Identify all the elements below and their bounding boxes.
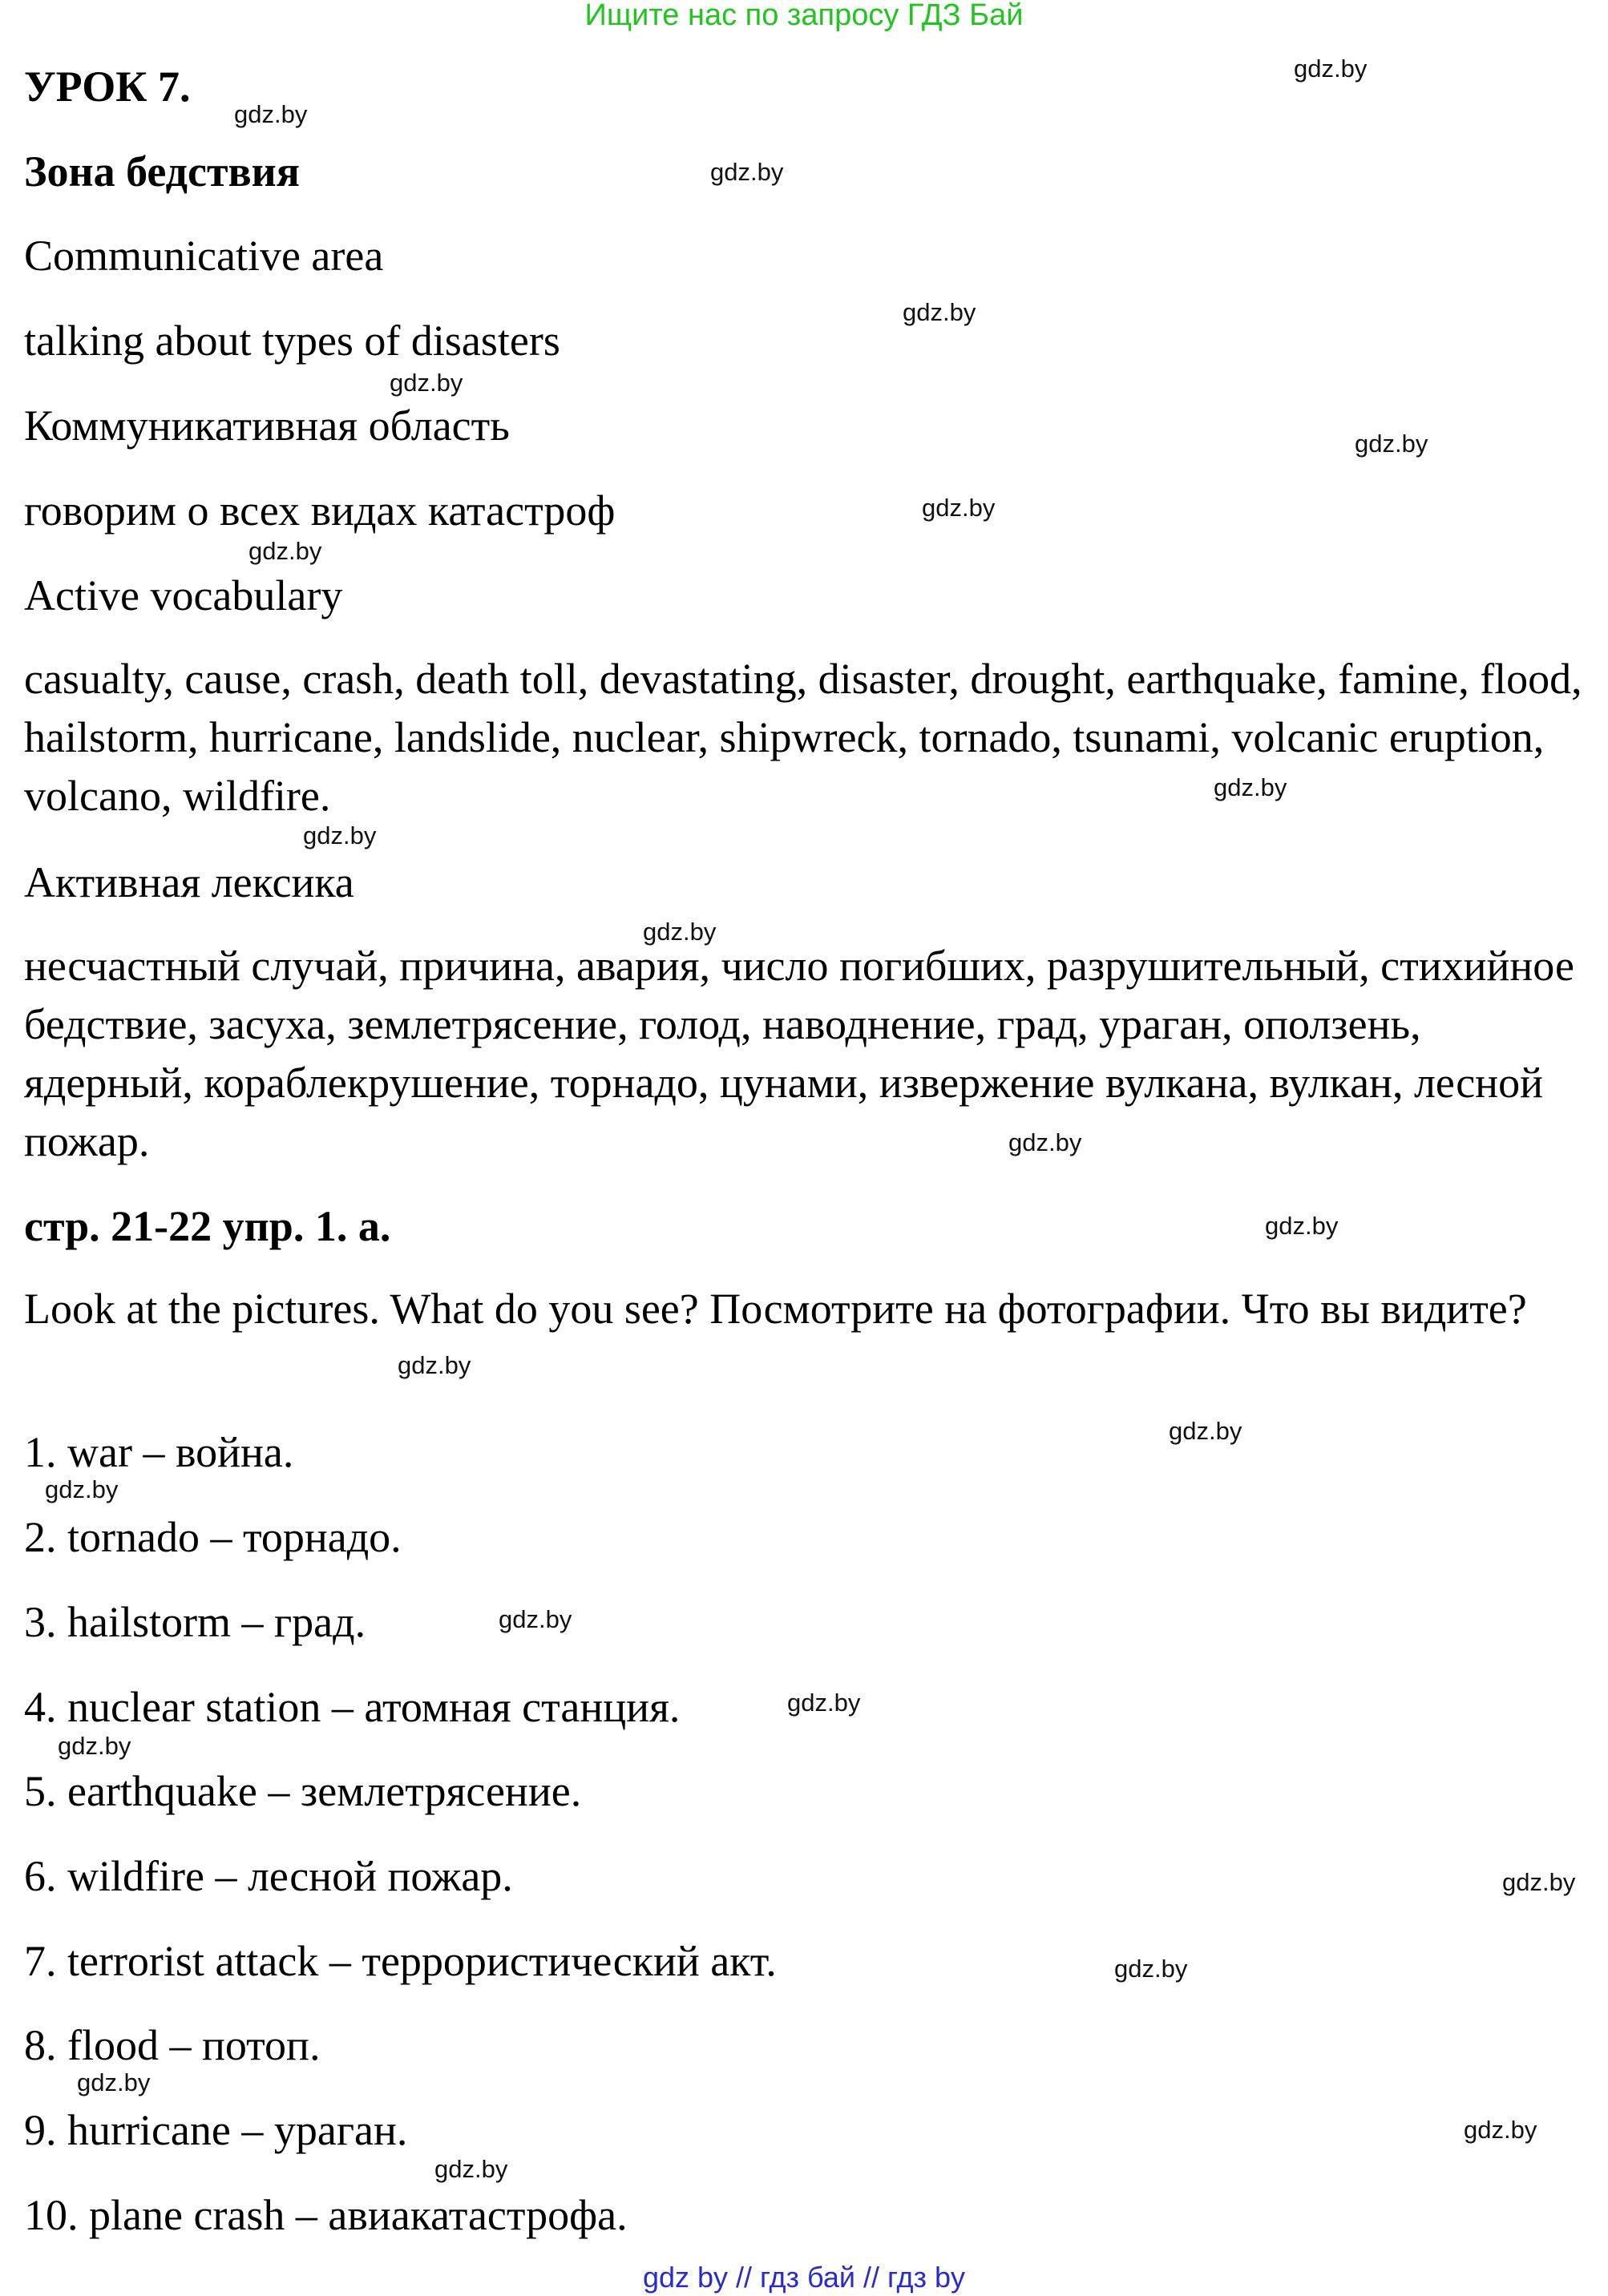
search-banner[interactable]: Ищите нас по запросу ГДЗ Бай — [584, 0, 1024, 32]
vocabulary-words-ru: несчастный случай, причина, авария, число погибших, разрушительный, стихийное бедствие, засуха, землетрясение, голод, наводнение, град, ураган, оползень, ядерный, кораблекрушение, торнадо, цунами, извержение вулкана, вулкан, лесной пожар. — [24, 942, 1574, 1165]
list-item: 9. hurricane – ураган. — [24, 2106, 408, 2154]
list-item: 10. plane crash – авиакатастрофа. — [24, 2191, 628, 2239]
list-item: 2. tornado – торнадо. — [24, 1513, 402, 1561]
watermark: gdz.by — [1355, 430, 1428, 458]
vocabulary-heading-ru: Активная лексика — [24, 858, 354, 906]
communicative-text-en: talking about types of disasters — [24, 317, 560, 365]
list-item: 8. flood – потоп. — [24, 2021, 321, 2069]
list-item: 3. hailstorm – град. — [24, 1598, 366, 1646]
watermark: gdz.by — [77, 2068, 151, 2096]
watermark: gdz.by — [1114, 1955, 1188, 1983]
watermark: gdz.by — [58, 1732, 131, 1760]
list-item: 4. nuclear station – атомная станция. — [24, 1683, 681, 1731]
watermark: gdz.by — [787, 1689, 861, 1717]
watermark: gdz.by — [922, 494, 996, 522]
watermark: gdz.by — [1008, 1128, 1082, 1156]
vocabulary-words-en: casualty, cause, crash, death toll, devastating, disaster, drought, earthquake, famine, flood, hailstorm, hurricane, landslide, nuclear, shipwreck, tornado, tsunami, volcanic eruption, volcano, wildfire. — [24, 655, 1582, 820]
watermark: gdz.by — [45, 1475, 119, 1503]
communicative-text-ru: говорим о всех видах катастроф — [24, 486, 616, 535]
list-item: 1. war – война. — [24, 1428, 294, 1476]
watermark: gdz.by — [1169, 1417, 1242, 1445]
watermark: gdz.by — [1464, 2116, 1537, 2144]
watermark: gdz.by — [1294, 54, 1368, 83]
list-item: 5. earthquake – землетрясение. — [24, 1767, 582, 1815]
watermark: gdz.by — [248, 537, 322, 565]
watermark: gdz.by — [434, 2155, 508, 2183]
watermark: gdz.by — [234, 100, 308, 128]
footer-links[interactable]: gdz by // гдз бай // гдз by — [642, 2261, 966, 2294]
exercise-title: стр. 21-22 упр. 1. а. — [24, 1202, 391, 1250]
watermark: gdz.by — [903, 298, 976, 326]
topic-title: Зона бедствия — [24, 147, 300, 196]
vocabulary-heading-en: Active vocabulary — [24, 571, 343, 619]
watermark: gdz.by — [499, 1605, 572, 1633]
list-item: 6. wildfire – лесной пожар. — [24, 1852, 513, 1900]
watermark: gdz.by — [1265, 1212, 1339, 1240]
communicative-heading-ru: Коммуникативная область — [24, 401, 510, 450]
watermark: gdz.by — [1502, 1868, 1576, 1896]
watermark: gdz.by — [303, 821, 377, 849]
communicative-heading-en: Communicative area — [24, 232, 384, 280]
watermark: gdz.by — [398, 1351, 471, 1379]
watermark: gdz.by — [390, 369, 463, 397]
lesson-title: УРОК 7. — [24, 63, 191, 111]
exercise-instruction: Look at the pictures. What do you see? Посмотрите на фотографии. Что вы видите? — [24, 1285, 1527, 1333]
watermark: gdz.by — [1214, 773, 1287, 801]
list-item: 7. terrorist attack – террористический акт. — [24, 1937, 777, 1985]
watermark: gdz.by — [643, 918, 717, 946]
watermark: gdz.by — [710, 158, 784, 186]
